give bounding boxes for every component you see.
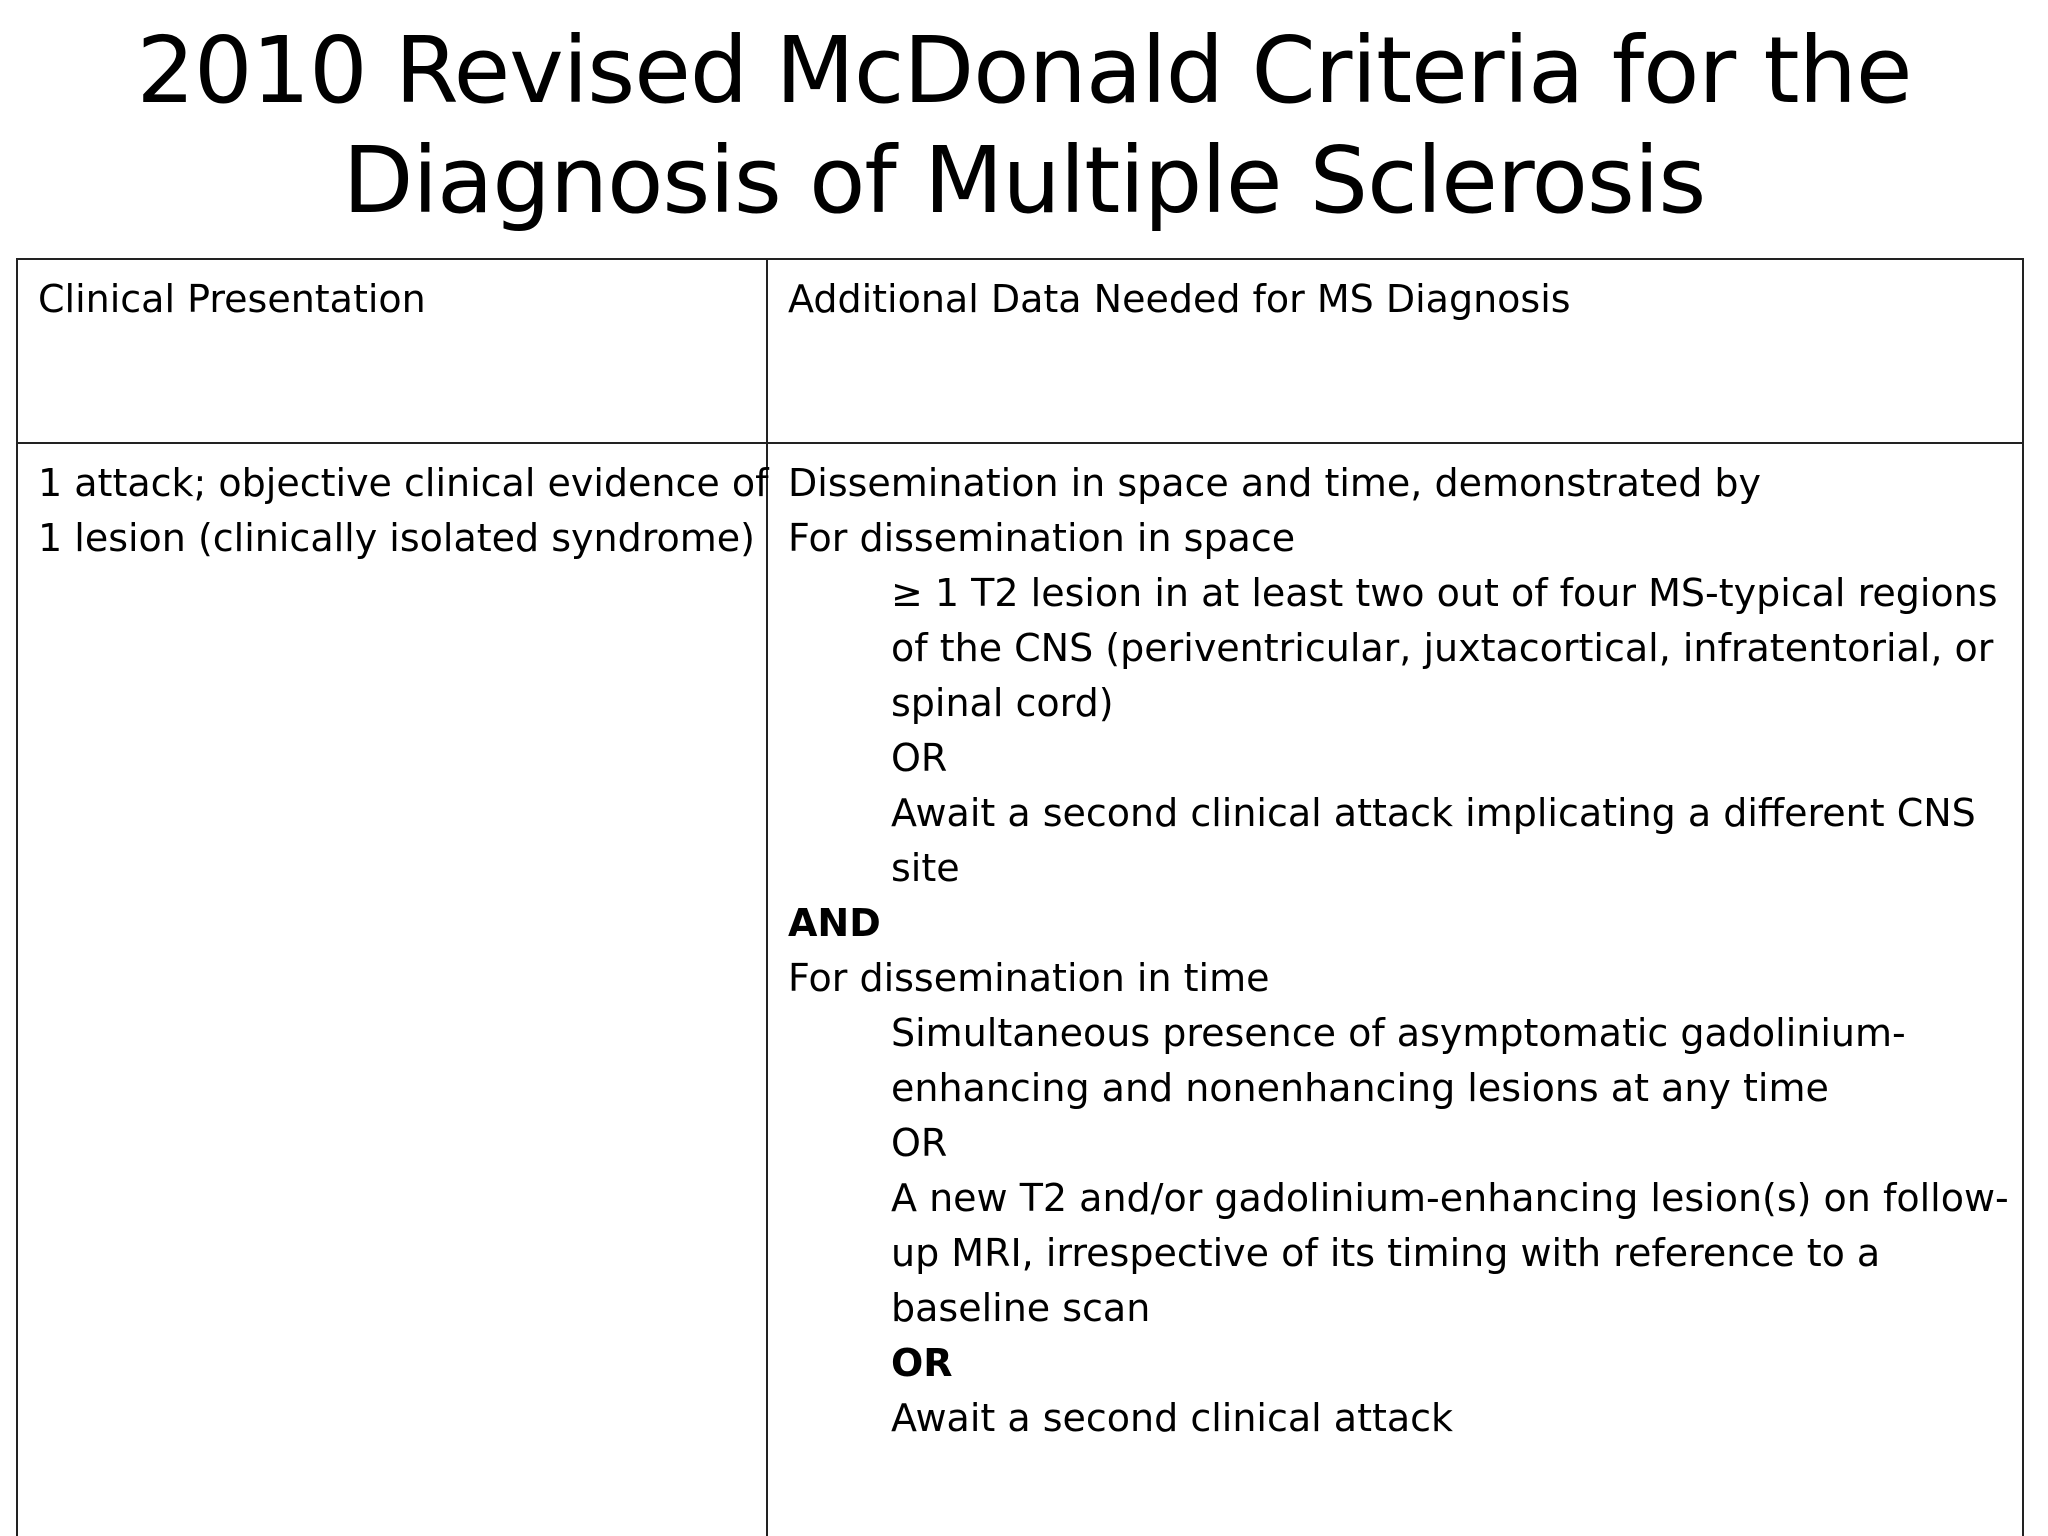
criteria-line: Simultaneous presence of asymptomatic gadolinium-: [891, 1011, 1906, 1055]
or-connector: OR: [891, 1341, 953, 1385]
criteria-line: ≥ 1 T2 lesion in at least two out of four MS-typical regions: [891, 571, 1998, 615]
additional-data-cell: [767, 443, 2023, 1536]
criteria-table: [16, 258, 2024, 1536]
slide-title-line-2: Diagnosis of Multiple Sclerosis: [342, 127, 1706, 234]
criteria-line: A new T2 and/or gadolinium-enhancing lesion(s) on follow-: [891, 1176, 2009, 1220]
criteria-line: baseline scan: [891, 1286, 1151, 1330]
criteria-line: site: [891, 846, 960, 890]
or-connector: OR: [891, 1121, 948, 1165]
table-row: [17, 443, 2023, 1536]
criteria-line: For dissemination in space: [788, 516, 1296, 560]
criteria-line: enhancing and nonenhancing lesions at any time: [891, 1066, 1829, 1110]
criteria-line: of the CNS (periventricular, juxtacortical, infratentorial, or: [891, 626, 1994, 670]
header-additional-data: Additional Data Needed for MS Diagnosis: [767, 259, 2023, 443]
clinical-line: 1 lesion (clinically isolated syndrome): [38, 516, 755, 560]
slide-title-line-1: 2010 Revised McDonald Criteria for the: [136, 17, 1912, 124]
criteria-line: spinal cord): [891, 681, 1114, 725]
criteria-line: For dissemination in time: [788, 956, 1270, 1000]
criteria-line: up MRI, irrespective of its timing with reference to a: [891, 1231, 1881, 1275]
criteria-line: Dissemination in space and time, demonstrated by: [788, 461, 1762, 505]
slide-title: [0, 16, 2048, 236]
and-connector: AND: [788, 901, 881, 945]
header-clinical-presentation: Clinical Presentation: [17, 259, 767, 443]
clinical-presentation-cell: [17, 443, 767, 1536]
criteria-line: Await a second clinical attack: [891, 1396, 1454, 1440]
or-connector: OR: [891, 736, 948, 780]
table-header-row: [17, 259, 2023, 443]
criteria-line: Await a second clinical attack implicating a different CNS: [891, 791, 1976, 835]
clinical-line: 1 attack; objective clinical evidence of: [38, 461, 769, 505]
